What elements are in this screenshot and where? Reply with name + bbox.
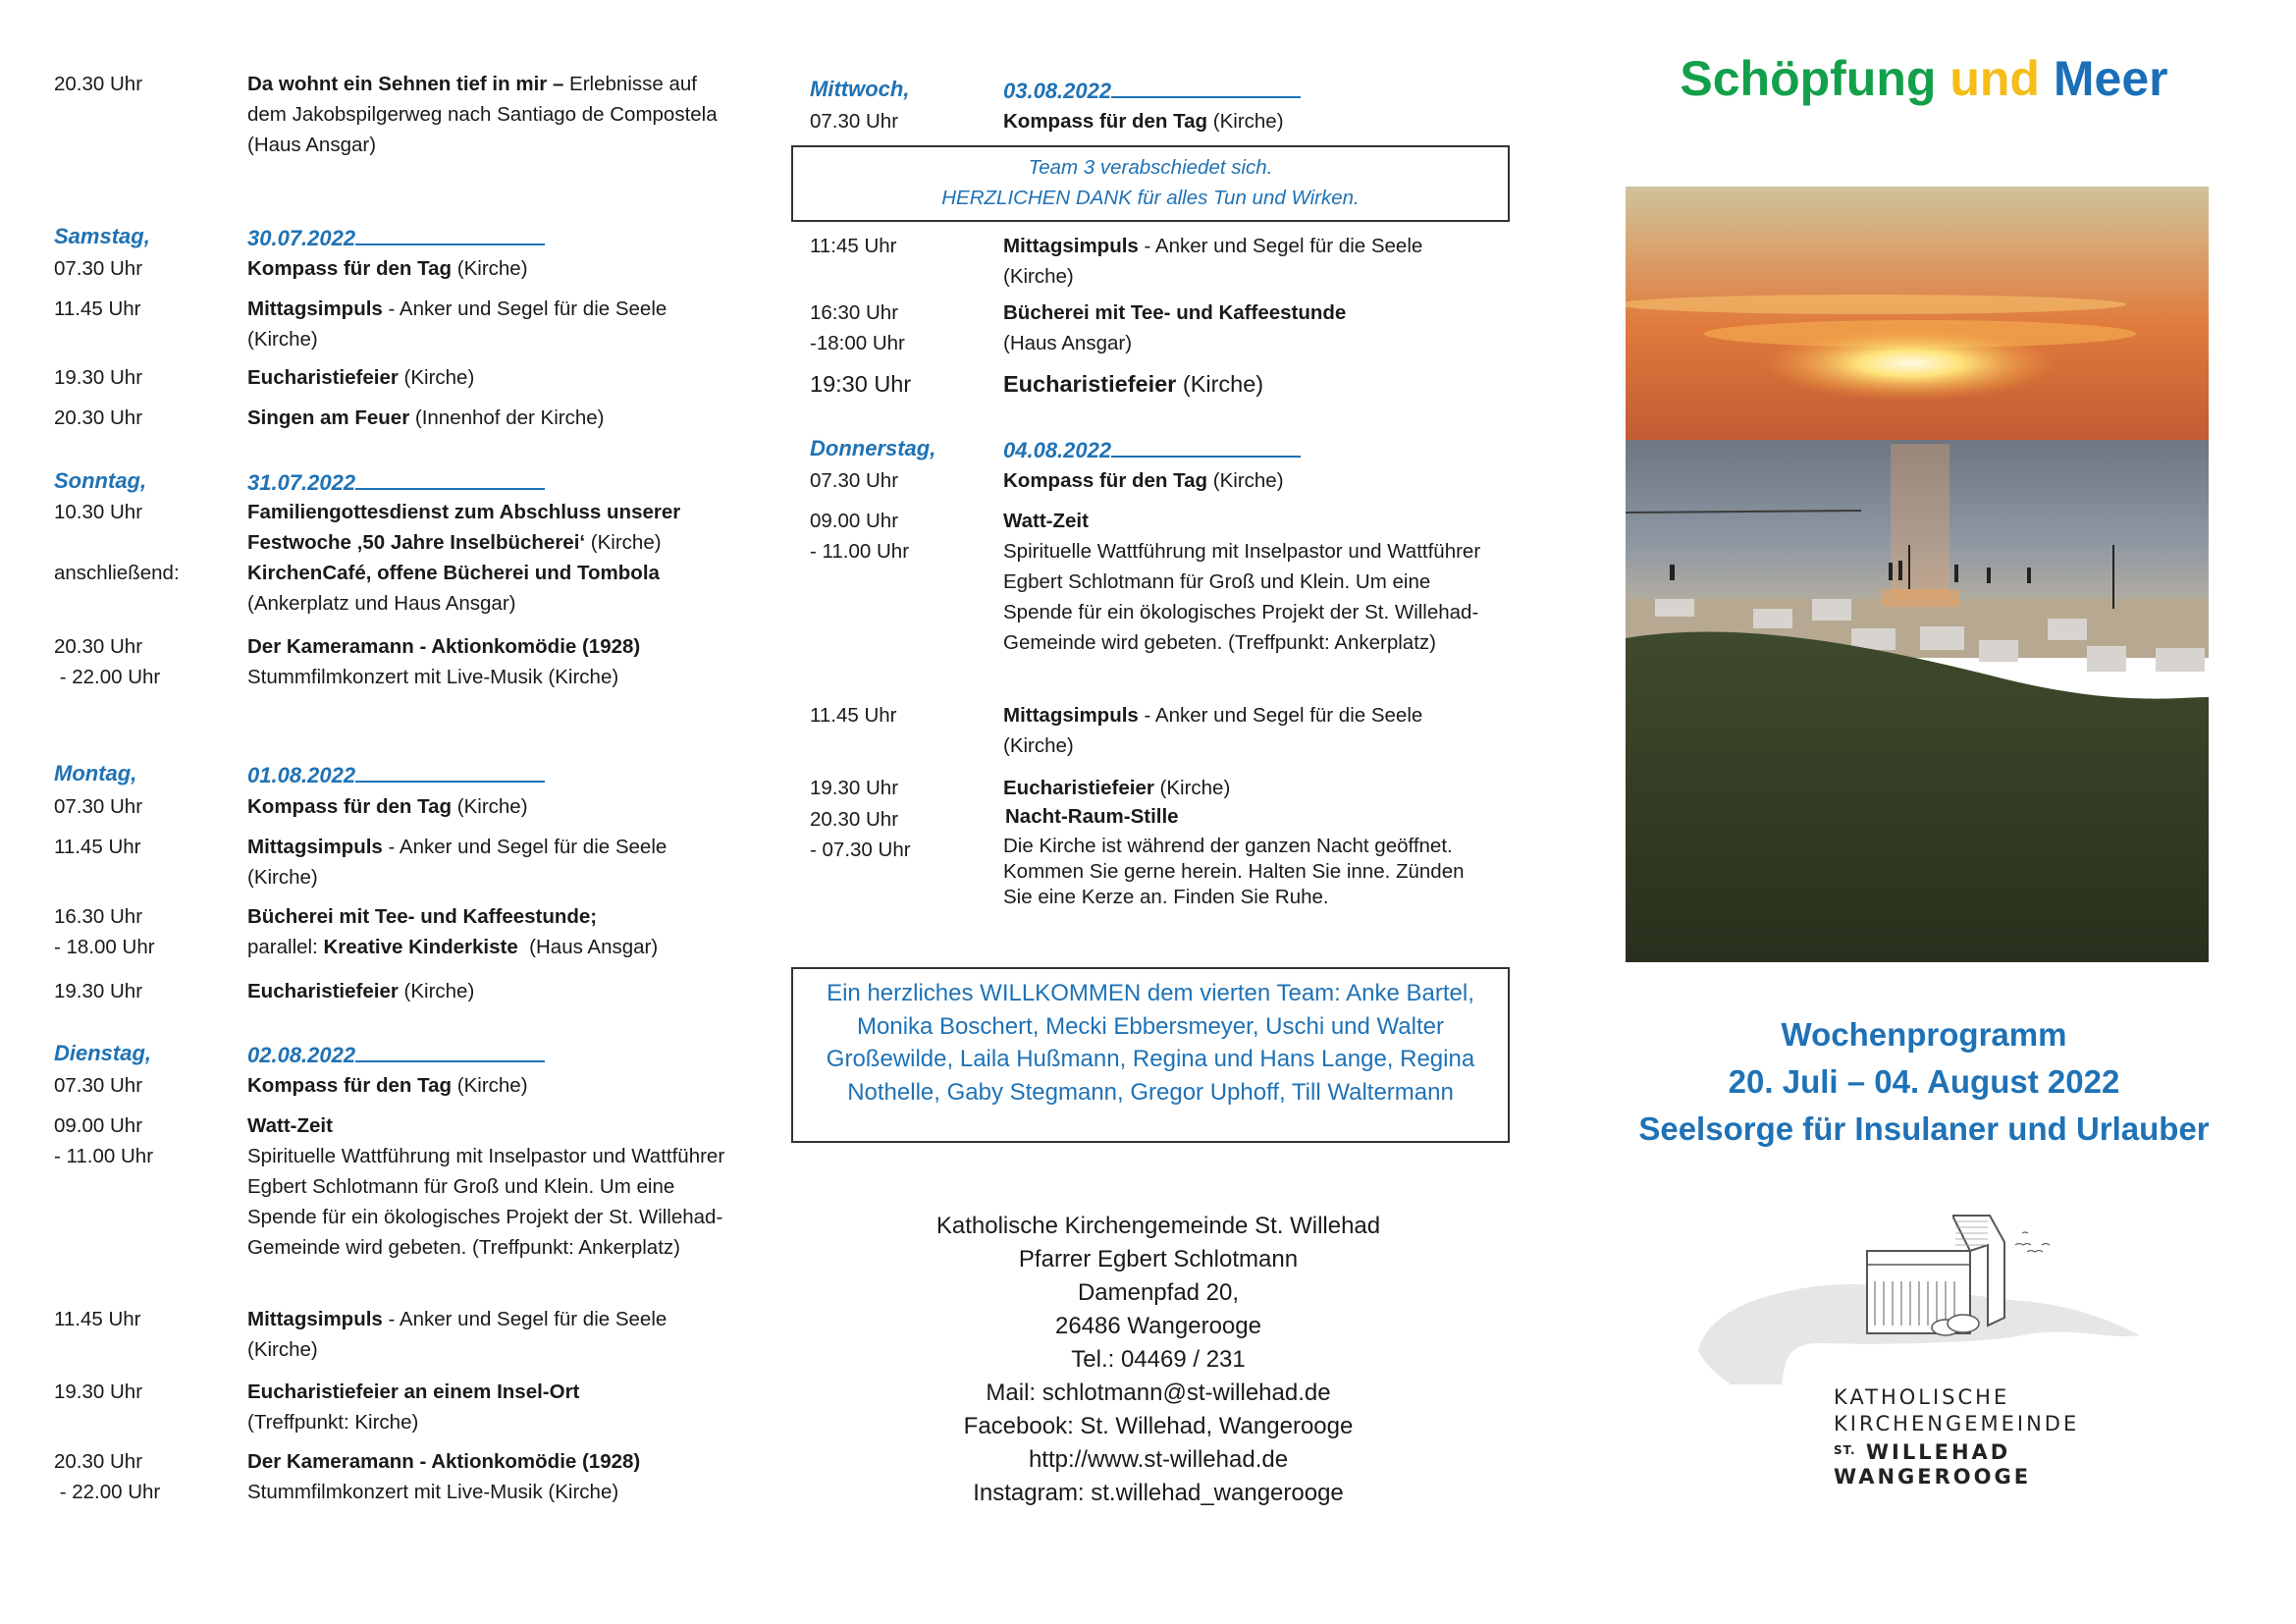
event-description [1003,298,1494,358]
event-description [247,791,738,822]
event-text: parallel: [247,936,324,958]
event-time: 11.45 Uhr [810,704,897,727]
logo-line-2: KIRCHENGEMEINDE [1834,1412,2080,1435]
event-title: Mittagsimpuls [1003,235,1139,257]
date-text: 02.08.2022 [247,1043,356,1067]
logo-line-4: WANGEROOGE [1834,1465,2032,1489]
farewell-line-1: Team 3 verabschiedet sich. [1028,156,1273,179]
date-underline [355,466,545,490]
event-description [247,253,738,284]
event-title: Singen am Feuer [247,406,410,429]
event-title: Der Kameramann - Aktionkomödie (1928) [247,635,641,658]
welcome-notice-box [791,967,1510,1143]
event-time: 19.30 Uhr [54,366,143,389]
date-heading [247,466,545,498]
event-time: 07.30 Uhr [54,1074,143,1097]
email-link[interactable]: Mail: schlotmann@st-willehad.de [986,1380,1331,1406]
event-description [247,832,738,893]
event-title: Kompass für den Tag [247,1074,453,1097]
event-title: Der Kameramann - Aktionkomödie (1928) [247,1450,641,1473]
event-description [1003,106,1494,136]
date-underline [1111,75,1301,98]
date-text: 30.07.2022 [247,226,356,250]
welcome-text: Ein herzliches WILLKOMMEN dem vierten Team: Anke Bartel, Monika Boschert, Mecki Ebbersmeyer, Uschi und Walter Großewilde, Laila Hußmann, Regina und Hans Lange, Regina Nothelle, Gaby Stegmann, Gregor Uphoff, Till Waltermann [826,980,1475,1106]
day-heading: Dienstag, [54,1041,152,1065]
event-title: Nacht-Raum-Stille [1005,805,1179,828]
event-text: - Anker und Segel für die Seele (Kirche) [1003,704,1423,757]
event-text: - Anker und Segel für die Seele (Kirche) [247,298,667,351]
pastor-name: Pfarrer Egbert Schlotmann [1018,1246,1299,1272]
event-title: Kreative Kinderkiste [323,936,518,958]
parish-name: Katholische Kirchengemeinde St. Willehad [935,1213,1381,1239]
event-description [1003,506,1494,658]
event-title: Familiengottesdienst zum Abschluss unserer Festwoche ‚50 Jahre Inselbücherei‘ [247,501,681,554]
event-description [247,976,738,1006]
event-time: 07.30 Uhr [810,469,899,492]
event-description [247,497,738,558]
event-text: - Anker und Segel für die Seele (Kirche) [247,1308,667,1361]
street-address: Damenpfad 20, [1077,1279,1240,1306]
event-description [247,631,738,692]
event-title: Kompass für den Tag [1003,110,1208,133]
date-heading [1003,75,1301,106]
event-text: (Kirche) [1207,110,1284,133]
event-text: (Treffpunkt: Kirche) [247,1411,419,1434]
day-heading: Donnerstag, [810,436,936,460]
event-description [247,362,738,393]
event-time: 07.30 Uhr [810,110,899,133]
event-text: Die Kirche ist während der ganzen Nacht geöffnet. Kommen Sie gerne herein. Halten Sie inne. Zünden Sie eine Kerze an. Finden Sie Ruhe. [1003,835,1465,908]
event-title: Eucharistiefeier an einem Insel-Ort [247,1380,580,1403]
event-text: (Haus Ansgar) [1003,332,1133,354]
event-text: Stummfilmkonzert mit Live-Musik (Kirche) [247,1481,619,1503]
sunset-photo [1626,187,2209,962]
event-title: Bücherei mit Tee- und Kaffeestunde; [247,905,598,928]
event-description [247,901,738,962]
event-description [247,1110,738,1263]
event-time: 16.30 Uhr - 18.00 Uhr [54,905,155,958]
title-word-1: Schöpfung [1680,51,1937,106]
event-time: 19:30 Uhr [810,371,912,397]
event-title: Bücherei mit Tee- und Kaffeestunde [1003,301,1347,324]
event-title: Mittagsimpuls [247,1308,383,1330]
logo-line-3-prefix: ST. [1834,1443,1856,1457]
day-heading: Sonntag, [54,468,147,493]
facebook-link[interactable]: Facebook: St. Willehad, Wangerooge [963,1413,1354,1439]
church-island-logo-icon [1688,1188,2199,1384]
event-text: Erlebnisse auf dem Jakobspilgerweg nach Santiago de Compostela (Haus Ansgar) [247,73,718,156]
event-time: 19.30 Uhr [810,777,899,799]
event-description [247,69,738,160]
event-time: 11.45 Uhr [54,836,141,858]
date-heading [1003,434,1301,465]
logo-line-3 [1834,1437,2010,1466]
event-time: 11:45 Uhr [810,235,897,257]
event-description [247,1377,738,1437]
date-underline [355,759,545,783]
logo-line-3-name: WILLEHAD [1865,1440,2011,1464]
event-description [1003,231,1494,292]
day-heading: Montag, [54,761,137,785]
event-text: Spirituelle Wattführung mit Inselpastor und Wattführer Egbert Schlotmann für Groß und Klein. Um eine Spende für ein ökologisches Projekt der St. Willehad-Gemeinde wird gebeten. (Treffpunkt: Ankerplatz) [1003,540,1481,654]
date-underline [1111,434,1301,458]
event-time: 20.30 Uhr - 22.00 Uhr [54,635,161,688]
event-title: Kompass für den Tag [1003,469,1208,492]
event-text: (Innenhof der Kirche) [409,406,605,429]
event-time: 19.30 Uhr [54,1380,143,1403]
event-title: Eucharistiefeier [247,980,399,1002]
postal-city: 26486 Wangerooge [1055,1313,1261,1339]
program-subtitle [1610,1011,2238,1153]
event-description [247,1446,738,1507]
subtitle-line-3: Seelsorge für Insulaner und Urlauber [1638,1110,2210,1147]
subtitle-line-1: Wochenprogramm [1781,1016,2067,1053]
event-text: Spirituelle Wattführung mit Inselpastor und Wattführer Egbert Schlotmann für Groß und Klein. Um eine Spende für ein ökologisches Projekt der St. Willehad-Gemeinde wird gebeten. (Treffpunkt: Ankerplatz) [247,1145,725,1259]
event-time: 16:30 Uhr -18:00 Uhr [810,301,905,354]
title-word-3: Meer [2053,51,2168,106]
event-time: 10.30 Uhr [54,501,143,523]
event-text: (Kirche) [452,257,528,280]
event-time: 20.30 Uhr - 22.00 Uhr [54,1450,161,1503]
event-time: 20.30 Uhr [54,406,143,429]
event-time: 09.00 Uhr - 11.00 Uhr [810,510,910,563]
subtitle-line-2: 20. Juli – 04. August 2022 [1728,1063,2120,1100]
event-text: (Kirche) [1207,469,1284,492]
event-description [247,403,738,433]
day-heading: Mittwoch, [810,77,910,101]
event-description [1003,465,1494,496]
event-title: Eucharistiefeier [1003,371,1177,397]
website-link[interactable]: http://www.st-willehad.de [1028,1446,1289,1473]
event-title: Mittagsimpuls [247,836,383,858]
event-description [1003,804,1494,910]
date-text: 01.08.2022 [247,763,356,787]
event-text: (Haus Ansgar) [517,936,659,958]
event-text: (Kirche) [452,795,528,818]
event-title: Eucharistiefeier [247,366,399,389]
instagram-link[interactable]: Instagram: st.willehad_wangerooge [973,1480,1344,1506]
event-text: (Kirche) [452,1074,528,1097]
event-title: Eucharistiefeier [1003,777,1154,799]
day-heading: Samstag, [54,224,150,248]
event-time: 20.30 Uhr - 07.30 Uhr [810,808,911,861]
event-title: Kompass für den Tag [247,795,453,818]
event-description [247,1304,738,1365]
event-text: (Kirche) [1176,371,1264,397]
event-description [247,1070,738,1101]
contact-block [834,1210,1482,1510]
event-description [247,294,738,354]
event-text: - Anker und Segel für die Seele (Kirche) [247,836,667,889]
event-text: Stummfilmkonzert mit Live-Musik (Kirche) [247,666,619,688]
event-title: Watt-Zeit [247,1114,333,1137]
event-description [1003,367,1494,401]
event-time: 19.30 Uhr [54,980,143,1002]
parish-logo [1688,1188,2199,1502]
event-time: 11.45 Uhr [54,1308,141,1330]
event-time: 20.30 Uhr [54,73,143,95]
event-time: 11.45 Uhr [54,298,141,320]
event-time: anschließend: [54,562,180,584]
event-description [247,558,738,619]
event-text: (Ankerplatz und Haus Ansgar) [247,592,516,615]
event-text: (Kirche) [585,531,662,554]
brochure-title [1610,47,2238,110]
farewell-line-2: HERZLICHEN DANK für alles Tun und Wirken. [941,187,1360,209]
event-time: 09.00 Uhr - 11.00 Uhr [54,1114,154,1167]
event-text: (Kirche) [1153,777,1231,799]
date-text: 03.08.2022 [1003,79,1112,103]
title-word-2: und [1949,51,2040,106]
event-title: Mittagsimpuls [1003,704,1139,727]
date-heading [247,222,545,253]
date-text: 31.07.2022 [247,470,356,495]
event-title: Da wohnt ein Sehnen tief in mir – [247,73,564,95]
event-title: KirchenCafé, offene Bücherei und Tombola [247,562,660,584]
farewell-notice-box [791,145,1510,222]
sunset-beach-image [1626,187,2209,962]
phone: Tel.: 04469 / 231 [1071,1346,1246,1373]
event-text: (Kirche) [398,366,475,389]
event-title: Kompass für den Tag [247,257,453,280]
date-text: 04.08.2022 [1003,438,1112,462]
date-underline [355,222,545,245]
event-description [1003,773,1494,803]
event-description [1003,700,1494,761]
date-heading [247,1039,545,1070]
event-text: - Anker und Segel für die Seele (Kirche) [1003,235,1423,288]
date-heading [247,759,545,790]
event-title: Mittagsimpuls [247,298,383,320]
event-text: (Kirche) [398,980,475,1002]
logo-line-1: KATHOLISCHE [1834,1385,2010,1409]
event-time: 07.30 Uhr [54,795,143,818]
date-underline [355,1039,545,1062]
event-title: Watt-Zeit [1003,510,1089,532]
event-time: 07.30 Uhr [54,257,143,280]
